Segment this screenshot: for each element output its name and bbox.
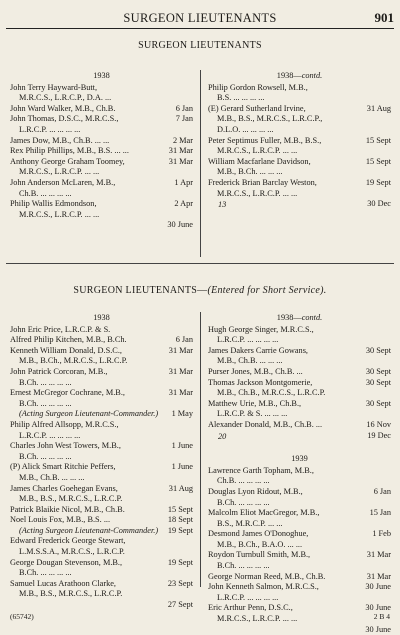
- entry-line: Purser Jones, M.B., Ch.B. ...: [208, 366, 303, 376]
- continued-label: contd.: [301, 313, 323, 322]
- year-label: 1938: [93, 71, 110, 80]
- continued-label: contd.: [301, 71, 323, 80]
- year-label: 1938: [276, 313, 294, 322]
- entry-line: B.Ch. ... ... ... ...: [19, 377, 72, 387]
- entry-line: James Dow, M.B., Ch.B. ... ...: [10, 135, 110, 145]
- year-heading: [10, 313, 193, 324]
- column-divider: [200, 312, 201, 587]
- entry-line: M.R.C.S., L.R.C.P., D.A. ...: [19, 93, 112, 103]
- entry-line: Samuel Lucas Arathoon Clarke,: [10, 578, 116, 588]
- officer-entry: [208, 603, 391, 634]
- entry-line: Ch.B. ... ... ... ...: [217, 476, 270, 486]
- seniority-date: 30 June: [365, 582, 391, 592]
- seniority-date: 2 Apr: [174, 199, 193, 209]
- entry-line: M.B., Ch.B. ... ... ...: [217, 356, 283, 366]
- seniority-date: 19 Dec: [367, 430, 391, 440]
- entry-line: John Terry Hayward-Butt,: [10, 82, 98, 92]
- entry-line: M.B., B.Ch., B.A.O. ... ...: [217, 539, 303, 549]
- running-head: [6, 10, 394, 29]
- entry-line: Ernest McGregor Cochrane, M.B.,: [10, 388, 125, 398]
- officer-entry: [10, 199, 193, 230]
- entry-line: B.S., M.R.C.P. ... ...: [217, 518, 283, 528]
- entry-line: William Macfarlane Davidson,: [208, 156, 311, 166]
- officer-entry: [10, 388, 193, 420]
- acting-rank-note: (Acting Surgeon Lieutenant-Commander.): [19, 525, 159, 535]
- entry-line: Rex Philip Phillips, M.B., B.S. ... ...: [10, 146, 129, 156]
- seniority-date: 19 Sept: [167, 525, 193, 535]
- entry-line: George Dougan Stevenson, M.B.,: [10, 557, 123, 567]
- entry-line: John Kenneth Salmon, M.R.C.S.,: [208, 582, 319, 592]
- section2-heading-main: SURGEON LIEUTENANTS—: [73, 285, 208, 296]
- entry-line: Desmond James O'Donoghue,: [208, 529, 309, 539]
- section2-heading-sub: (Entered for Short Service).: [207, 285, 327, 296]
- year-heading: [10, 71, 193, 82]
- seniority-date: 6 Jan: [175, 103, 193, 113]
- entry-line: Matthew Urie, M.B., Ch.B.,: [208, 398, 302, 408]
- acting-rank-note: (Acting Surgeon Lieutenant-Commander.): [19, 409, 159, 419]
- seniority-date: 31 Mar: [168, 146, 193, 156]
- seniority-date: 1 June: [171, 462, 193, 472]
- seniority-date: 27 Sept: [167, 600, 193, 610]
- entry-line: John Eric Price, L.R.C.P. & S.: [10, 324, 111, 334]
- footer-signature: 2 B 4: [373, 612, 390, 621]
- entry-line: Anthony George Graham Toomey,: [10, 156, 125, 166]
- seniority-date: 31 Mar: [366, 550, 391, 560]
- entry-line: Philip Alfred Allsopp, M.R.C.S.,: [10, 419, 119, 429]
- year-label: 1938: [276, 71, 294, 80]
- entry-line: Alexander Donald, M.B., Ch.B. ...: [208, 419, 323, 429]
- section2-heading: [0, 285, 400, 296]
- entry-line: Philip Wallis Edmondson,: [10, 199, 97, 209]
- seniority-date: 1 May: [171, 409, 193, 419]
- entry-count: 13: [218, 200, 227, 210]
- seniority-date: 30 Sept: [365, 377, 391, 387]
- entry-line: Douglas Lyon Ridout, M.B.,: [208, 486, 303, 496]
- seniority-date: 30 Sept: [365, 398, 391, 408]
- entry-line: M.B., Ch.B. ... ... ...: [19, 472, 85, 482]
- seniority-date: 15 Sept: [365, 135, 391, 145]
- entry-line: B.Ch. ... ... ... ...: [19, 451, 72, 461]
- seniority-date: 15 Sept: [365, 156, 391, 166]
- seniority-date: 30 June: [365, 603, 391, 613]
- page-number: 901: [374, 10, 394, 25]
- seniority-date: 30 Dec: [367, 199, 391, 209]
- year-heading: 1938—contd.: [276, 313, 323, 322]
- section-rule: [6, 263, 394, 264]
- entry-line: M.R.C.S., L.R.C.P. ... ...: [19, 209, 100, 219]
- entry-line: Eric Arthur Penn, D.S.C.,: [208, 603, 293, 613]
- entry-line: M.B., B.Ch. ... ... ...: [217, 167, 283, 177]
- entry-line: B.Ch. ... ... ... ...: [217, 561, 270, 571]
- entry-line: M.R.C.S., L.R.C.P. ... ...: [19, 167, 100, 177]
- entry-line: James Dakers Carrie Gowans,: [208, 345, 308, 355]
- seniority-date: 1 June: [171, 441, 193, 451]
- year-label: 1938: [93, 313, 110, 322]
- entry-line: Philip Gordon Rowsell, M.B.,: [208, 82, 308, 92]
- seniority-date: 31 Mar: [168, 345, 193, 355]
- seniority-date: 1 Apr: [174, 177, 193, 187]
- entry-line: Patrick Blaikie Nicol, M.B., Ch.B.: [10, 504, 125, 514]
- entry-line: Charles John West Towers, M.B.,: [10, 441, 121, 451]
- seniority-date: 31 Aug: [168, 483, 193, 493]
- section2-left-column: [10, 313, 193, 610]
- seniority-date: 31 Mar: [168, 156, 193, 166]
- seniority-date: 19 Sept: [365, 177, 391, 187]
- entry-line: M.R.C.S., L.R.C.P. ... ...: [217, 614, 298, 624]
- seniority-date: 15 Sept: [167, 504, 193, 514]
- section1-right-column: [208, 71, 391, 211]
- entry-line: M.B., B.S., M.R.C.S., L.R.C.P.: [19, 494, 123, 504]
- entry-line: L.R.C.P. ... ... ... ...: [19, 430, 81, 440]
- entry-line: L.R.C.P. ... ... ... ...: [19, 124, 81, 134]
- seniority-date: 6 Jan: [373, 486, 391, 496]
- entry-line: Alfred Philip Kitchen, M.B., B.Ch.: [10, 335, 127, 345]
- seniority-date: 31 Mar: [366, 571, 391, 581]
- entry-line: Roydon Turnbull Smith, M.B.,: [208, 550, 311, 560]
- seniority-date: 31 Mar: [168, 366, 193, 376]
- entry-line: M.B., B.S., M.R.C.S., L.R.C.P.,: [217, 114, 323, 124]
- year-heading: 1938—contd.: [276, 71, 323, 80]
- entry-line: Kenneth William Donald, D.S.C.,: [10, 345, 122, 355]
- entry-line: Frederick Brian Barclay Weston,: [208, 177, 317, 187]
- entry-line: B.Ch. ... ... ... ...: [217, 497, 270, 507]
- entry-count: 20: [218, 431, 227, 441]
- seniority-date: 16 Nov: [366, 419, 391, 429]
- entry-line: Noel Louis Fox, M.B., B.S. ...: [10, 515, 111, 525]
- section1-heading: SURGEON LIEUTENANTS: [138, 40, 262, 51]
- seniority-date: 30 Sept: [365, 345, 391, 355]
- entry-line: Edward Frederick George Stewart,: [10, 536, 126, 546]
- seniority-date: 7 Jan: [175, 114, 193, 124]
- entry-line: M.B., B.Ch., M.R.C.S., L.R.C.P.: [19, 356, 128, 366]
- entry-line: (P) Alick Smart Ritchie Peffers,: [10, 462, 116, 472]
- seniority-date: 6 Jan: [175, 335, 193, 345]
- entry-line: L.R.C.P. ... ... ... ...: [217, 592, 279, 602]
- entry-line: Thomas Jackson Montgomerie,: [208, 377, 313, 387]
- entry-line: John Ward Walker, M.B., Ch.B.: [10, 103, 116, 113]
- entry-line: John Anderson McLaren, M.B.,: [10, 177, 116, 187]
- entry-line: John Patrick Corcoran, M.B.,: [10, 366, 108, 376]
- seniority-date: 30 Sept: [365, 366, 391, 376]
- entry-line: D.L.O. ... ... ... ...: [217, 124, 274, 134]
- entry-line: B.S. ... ... ... ...: [217, 93, 265, 103]
- entry-line: (E) Gerard Sutherland Irvine,: [208, 103, 306, 113]
- section1-left-column: [10, 71, 193, 230]
- entry-line: M.R.C.S., L.R.C.P. ... ...: [217, 188, 298, 198]
- entry-line: M.B., Ch.B., M.R.C.S., L.R.C.P.: [217, 388, 326, 398]
- seniority-date: 15 Jan: [369, 508, 391, 518]
- section2-right-column: [208, 313, 391, 634]
- entry-line: M.R.C.S., L.R.C.P. ... ...: [217, 146, 298, 156]
- seniority-date: 30 June: [365, 624, 391, 634]
- seniority-date: 2 Mar: [172, 135, 193, 145]
- entry-line: B.Ch. ... ... ... ...: [19, 398, 72, 408]
- officer-entry: [10, 515, 193, 536]
- entry-line: George Norman Reed, M.B., Ch.B.: [208, 571, 326, 581]
- seniority-date: 31 Aug: [366, 103, 391, 113]
- seniority-date: 19 Sept: [167, 557, 193, 567]
- entry-line: Peter Septimus Fuller, M.B., B.S.,: [208, 135, 322, 145]
- entry-line: B.Ch. ... ... ... ...: [19, 568, 72, 578]
- entry-line: M.B., B.S., M.R.C.S., L.R.C.P.: [19, 589, 123, 599]
- column-divider: [200, 70, 201, 257]
- footer-print-code: (65742): [10, 612, 34, 621]
- entry-line: John Thomas, D.S.C., M.R.C.S.,: [10, 114, 119, 124]
- entry-line: L.M.S.S.A., M.R.C.S., L.R.C.P.: [19, 547, 125, 557]
- seniority-date: 30 June: [167, 220, 193, 230]
- year-heading: [208, 454, 391, 465]
- seniority-date: 31 Mar: [168, 388, 193, 398]
- seniority-date: 23 Sept: [167, 578, 193, 588]
- seniority-date: 18 Sept: [167, 515, 193, 525]
- entry-line: L.R.C.P. & S. ... ... ...: [217, 409, 288, 419]
- officer-entry: [10, 578, 193, 610]
- entry-line: Lawrence Garth Topham, M.B.,: [208, 465, 314, 475]
- entry-line: L.R.C.P. ... ... ... ...: [217, 335, 279, 345]
- year-label: 1939: [291, 454, 308, 464]
- entry-line: Hugh George Singer, M.R.C.S.,: [208, 324, 314, 334]
- entry-line: Malcolm Eliot MacGregor, M.B.,: [208, 508, 320, 518]
- page-title: SURGEON LIEUTENANTS: [123, 11, 277, 25]
- seniority-date: 1 Feb: [372, 529, 391, 539]
- entry-line: Ch.B. ... ... ... ...: [19, 188, 72, 198]
- entry-line: James Charles Goehegan Evans,: [10, 483, 118, 493]
